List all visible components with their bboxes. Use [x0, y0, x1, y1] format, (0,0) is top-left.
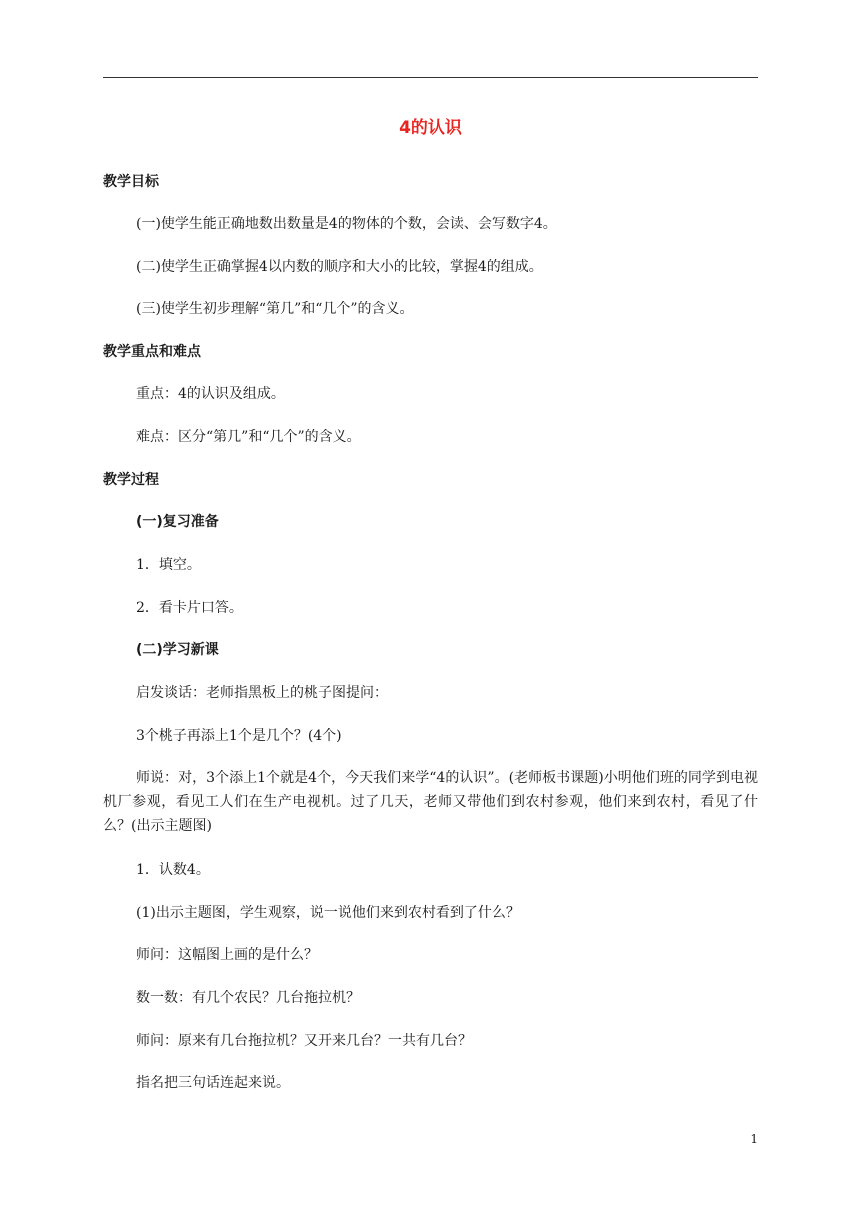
subheading-review: (一)复习准备 [136, 514, 219, 530]
key-point-item-1: 重点：4的认识及组成。 [136, 386, 285, 402]
goal-item-1: (一)使学生能正确地数出数量是4的物体的个数，会读、会写数字4。 [136, 216, 557, 232]
section-heading-goals: 教学目标 [103, 174, 159, 190]
section-heading-key-points: 教学重点和难点 [103, 344, 201, 360]
review-item-2: 2．看卡片口答。 [136, 600, 243, 616]
header-rule [103, 77, 758, 78]
new-lesson-item-5: (1)出示主题图，学生观察，说一说他们来到农村看到了什么？ [136, 905, 520, 921]
goal-item-3: (三)使学生初步理解“第几”和“几个”的含义。 [136, 301, 414, 317]
new-lesson-item-6: 师问：这幅图上画的是什么？ [136, 947, 318, 963]
subheading-new-lesson: (二)学习新课 [136, 642, 219, 658]
new-lesson-item-7: 数一数：有几个农民？几台拖拉机？ [136, 990, 360, 1006]
document-title: 4的认识 [399, 118, 462, 138]
new-lesson-paragraph: 师说：对，3个添上1个就是4个，今天我们来学“4的认识”。(老师板书课题)小明他们班的同学到电视机厂参观，看见工人们在生产电视机。过了几天，老师又带他们到农村参观，他们来到农村，看见了什么？(出示主题图) [103, 770, 758, 834]
new-lesson-item-8: 师问：原来有几台拖拉机？又开来几台？一共有几台？ [136, 1033, 472, 1049]
key-point-item-2: 难点：区分“第几”和“几个”的含义。 [136, 429, 361, 445]
page-number: 1 [750, 1132, 758, 1146]
new-lesson-item-9: 指名把三句话连起来说。 [136, 1075, 290, 1091]
section-heading-process: 教学过程 [103, 472, 159, 488]
new-lesson-item-1: 启发谈话：老师指黑板上的桃子图提问： [136, 685, 388, 701]
goal-item-2: (二)使学生正确掌握4以内数的顺序和大小的比较，掌握4的组成。 [136, 259, 543, 275]
review-item-1: 1．填空。 [136, 557, 201, 573]
new-lesson-item-4: 1．认数4。 [136, 862, 210, 878]
new-lesson-item-2: 3个桃子再添上1个是几个？(4个) [136, 728, 342, 744]
